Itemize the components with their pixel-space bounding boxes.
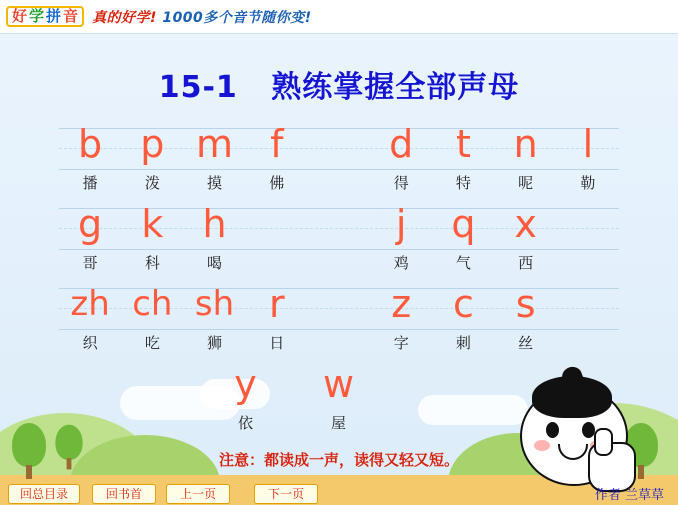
hanzi-label: 勒 xyxy=(580,174,596,192)
hanzi-cell xyxy=(121,252,183,274)
hanzi-cell xyxy=(183,332,245,354)
previous-page-button[interactable]: 上一页 xyxy=(166,484,230,504)
hanzi-label: 依 xyxy=(237,414,253,432)
pinyin-letter: p xyxy=(140,122,165,166)
hanzi-label: 织 xyxy=(82,334,98,352)
pinyin-cell[interactable] xyxy=(557,122,619,166)
pinyin-letter: r xyxy=(268,282,285,326)
banner-slogan-main: 1000多个音节随你变! xyxy=(162,9,312,26)
hanzi-cell xyxy=(495,172,557,194)
pinyin-letter: f xyxy=(270,122,284,166)
row-spacer xyxy=(59,412,199,434)
logo-char-1: 好 xyxy=(12,7,28,25)
hanzi-cell xyxy=(59,332,121,354)
banner-slogan-prefix: 真的好学! xyxy=(92,9,157,26)
pinyin-letter: s xyxy=(515,282,536,326)
hanzi-cell xyxy=(59,172,121,194)
hanzi-cell xyxy=(121,332,183,354)
hanzi-cell xyxy=(370,172,432,194)
pinyin-cell[interactable] xyxy=(183,122,245,166)
pinyin-cell[interactable] xyxy=(121,202,183,246)
pinyin-cell[interactable] xyxy=(121,122,183,166)
pinyin-cell[interactable] xyxy=(183,284,245,324)
hanzi-cell xyxy=(370,252,432,274)
hanzi-label: 刺 xyxy=(455,334,471,352)
pinyin-letter: ch xyxy=(132,284,173,324)
hanzi-label: 哥 xyxy=(82,254,98,272)
hanzi-cell xyxy=(495,252,557,274)
hanzi-label: 屋 xyxy=(330,414,346,432)
pinyin-row xyxy=(59,196,619,276)
pinyin-cell[interactable] xyxy=(183,202,245,246)
pinyin-cell[interactable] xyxy=(199,362,292,406)
pinyin-letter: n xyxy=(513,122,538,166)
hanzi-row xyxy=(59,172,619,194)
logo-char-3: 拼 xyxy=(46,7,62,25)
pinyin-letter: z xyxy=(391,282,412,326)
author-label: 作者 兰草草 xyxy=(594,488,664,503)
hanzi-cell-empty xyxy=(308,252,370,274)
pinyin-cell[interactable] xyxy=(432,202,494,246)
pinyin-letter-row xyxy=(59,196,619,252)
hanzi-cell-empty xyxy=(246,252,308,274)
pinyin-cell[interactable] xyxy=(59,122,121,166)
pinyin-letter: k xyxy=(141,202,164,246)
pinyin-cell[interactable] xyxy=(121,284,183,324)
pinyin-letter: w xyxy=(322,362,355,406)
bottom-navigation xyxy=(0,479,678,505)
hanzi-label: 吃 xyxy=(144,334,160,352)
top-banner xyxy=(0,0,678,34)
pinyin-cell[interactable] xyxy=(246,282,308,326)
hanzi-label: 丝 xyxy=(518,334,534,352)
app-logo xyxy=(6,6,84,27)
pinyin-letter: t xyxy=(455,122,471,166)
page-title-text: 熟练掌握全部声母 xyxy=(271,70,520,105)
back-to-contents-button[interactable]: 回总目录 xyxy=(8,484,80,504)
hanzi-label: 西 xyxy=(518,254,534,272)
pinyin-letter: j xyxy=(395,202,407,246)
hanzi-cell-empty xyxy=(557,252,619,274)
pinyin-letter: g xyxy=(78,202,103,246)
pinyin-letter: x xyxy=(514,202,537,246)
hanzi-cell-empty xyxy=(308,172,370,194)
pinyin-letter: zh xyxy=(70,284,110,324)
pinyin-cell[interactable] xyxy=(370,122,432,166)
hanzi-label: 佛 xyxy=(269,174,285,192)
hanzi-label: 喝 xyxy=(207,254,223,272)
pinyin-letter: l xyxy=(582,122,594,166)
hanzi-cell xyxy=(432,332,494,354)
pinyin-cell[interactable] xyxy=(370,202,432,246)
pinyin-letter: sh xyxy=(194,284,235,324)
pinyin-cell[interactable] xyxy=(432,122,494,166)
hanzi-row xyxy=(59,332,619,354)
pinyin-cell[interactable] xyxy=(495,282,557,326)
hanzi-label: 播 xyxy=(82,174,98,192)
pinyin-cell[interactable] xyxy=(59,284,121,324)
pinyin-letter-row xyxy=(59,116,619,172)
hanzi-row xyxy=(59,252,619,274)
hanzi-label: 特 xyxy=(455,174,471,192)
hanzi-cell xyxy=(432,252,494,274)
note-text: 注意：都读成一声，读得又轻又短。 xyxy=(218,451,459,469)
logo-char-2: 学 xyxy=(29,7,45,25)
hanzi-label: 日 xyxy=(269,334,285,352)
pinyin-letter: d xyxy=(389,122,414,166)
banner-slogan xyxy=(92,7,312,27)
hanzi-label: 摸 xyxy=(207,174,223,192)
hanzi-cell-empty xyxy=(557,332,619,354)
pinyin-letter: q xyxy=(451,202,476,246)
pinyin-cell[interactable] xyxy=(495,202,557,246)
pinyin-cell[interactable] xyxy=(432,282,494,326)
page-title xyxy=(0,62,678,106)
hanzi-cell xyxy=(199,412,292,434)
pinyin-cell[interactable] xyxy=(495,122,557,166)
hanzi-cell xyxy=(557,172,619,194)
pinyin-cell[interactable] xyxy=(59,202,121,246)
pinyin-cell[interactable] xyxy=(246,122,308,166)
hanzi-label: 气 xyxy=(455,254,471,272)
hanzi-label: 科 xyxy=(144,254,160,272)
pinyin-letter: c xyxy=(452,282,474,326)
hanzi-cell xyxy=(246,332,308,354)
hanzi-label: 狮 xyxy=(207,334,223,352)
pinyin-row xyxy=(59,116,619,196)
hanzi-cell xyxy=(121,172,183,194)
hanzi-label: 鸡 xyxy=(393,254,409,272)
hanzi-cell xyxy=(183,252,245,274)
baby-thumbs-up-icon xyxy=(510,370,650,490)
pinyin-cell[interactable] xyxy=(370,282,432,326)
hanzi-cell-empty xyxy=(308,332,370,354)
hanzi-cell xyxy=(246,172,308,194)
pinyin-cell[interactable] xyxy=(292,362,385,406)
pinyin-letter: h xyxy=(202,202,227,246)
hanzi-cell xyxy=(183,172,245,194)
pinyin-row xyxy=(59,276,619,356)
page-title-number: 15-1 xyxy=(158,70,238,105)
pinyin-letter: b xyxy=(78,122,103,166)
hanzi-cell xyxy=(370,332,432,354)
hanzi-label: 字 xyxy=(393,334,409,352)
hanzi-label: 呢 xyxy=(518,174,534,192)
logo-char-4: 音 xyxy=(63,7,79,25)
hanzi-label: 泼 xyxy=(144,174,160,192)
back-to-book-start-button[interactable]: 回书首 xyxy=(92,484,156,504)
hanzi-cell xyxy=(292,412,385,434)
hanzi-cell xyxy=(495,332,557,354)
next-page-button[interactable]: 下一页 xyxy=(254,484,318,504)
hanzi-label: 得 xyxy=(393,174,409,192)
pinyin-letter: m xyxy=(196,122,234,166)
pinyin-letter-row xyxy=(59,276,619,332)
hanzi-cell xyxy=(432,172,494,194)
pinyin-letter: y xyxy=(234,362,257,406)
hanzi-cell xyxy=(59,252,121,274)
